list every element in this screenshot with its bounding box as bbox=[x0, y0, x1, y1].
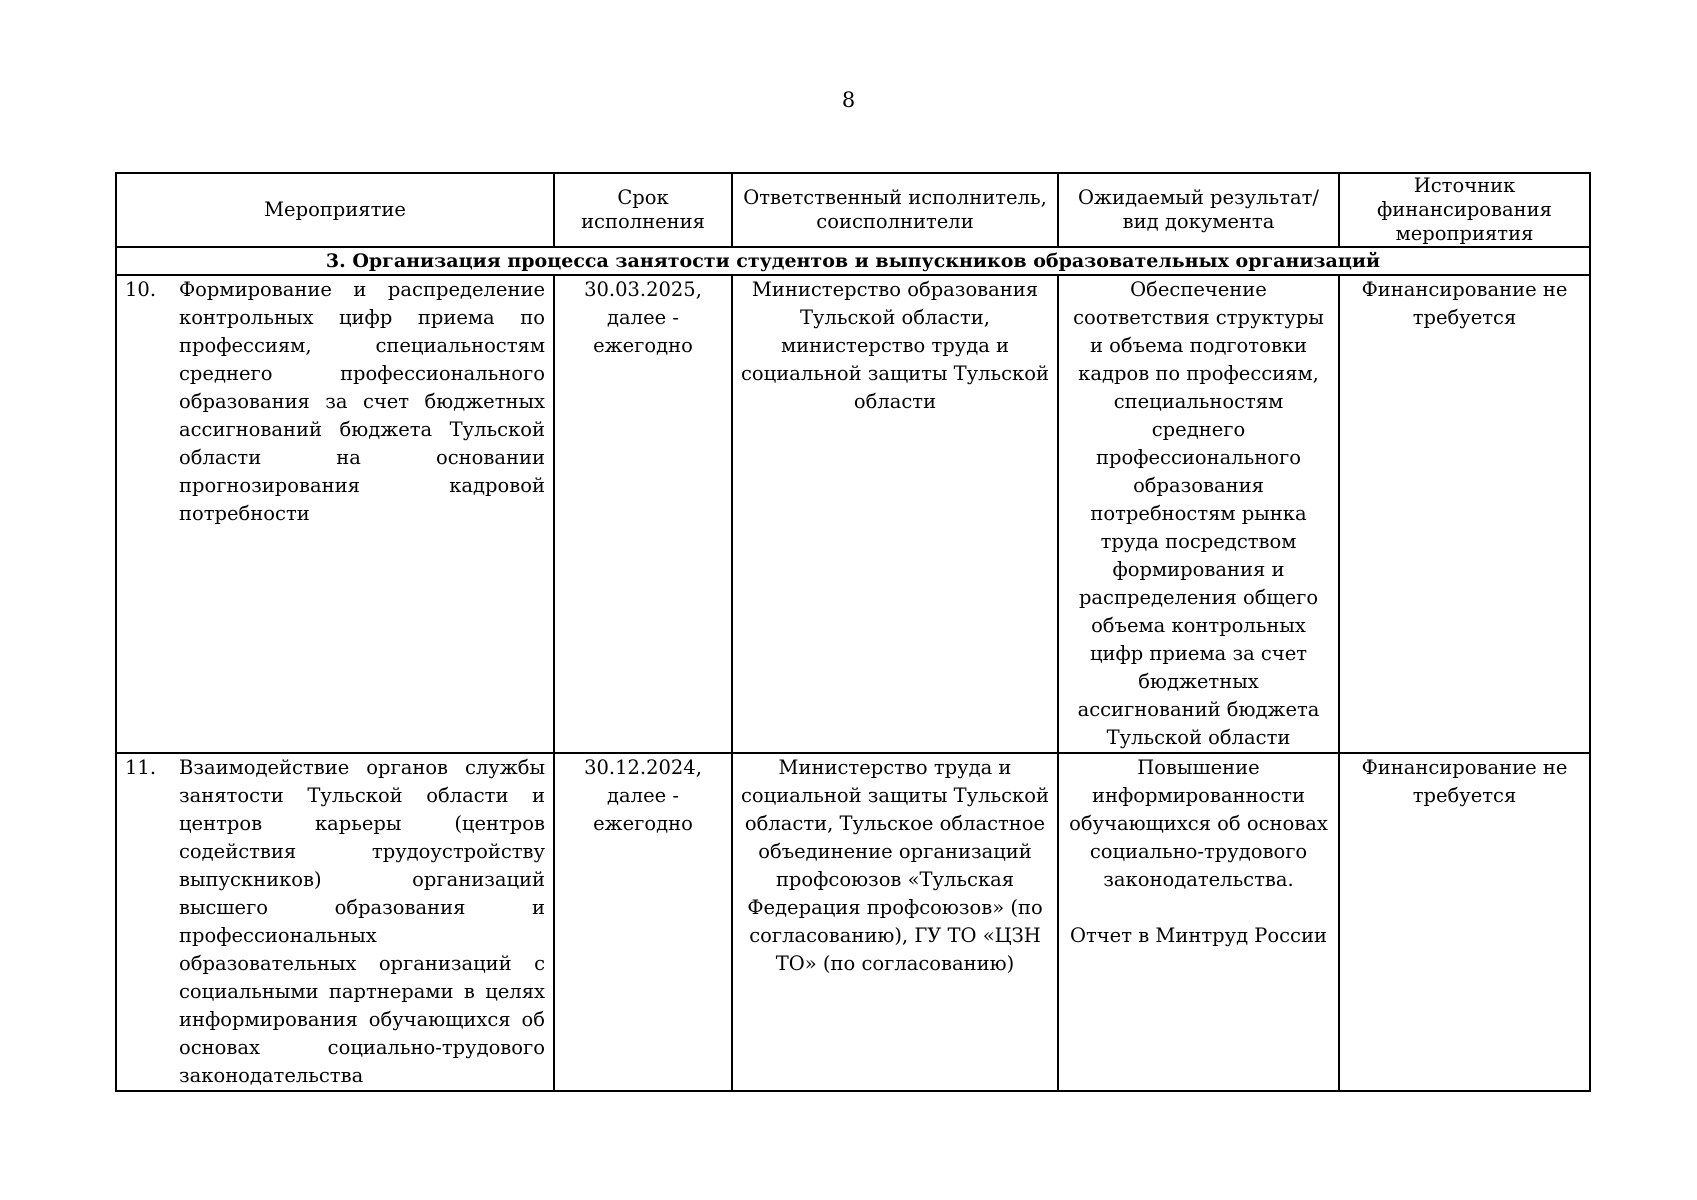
event-number: 10. bbox=[125, 278, 157, 301]
event-cell bbox=[116, 753, 554, 1091]
responsible-cell: Министерство образования Тульской области, министерство труда и социальной защиты Тульской области bbox=[732, 275, 1058, 753]
responsible-cell: Министерство труда и социальной защиты Тульской области, Тульское областное объединение организаций профсоюзов «Тульская Федерация профсоюзов» (по согласованию), ГУ ТО «ЦЗН ТО» (по согласованию) bbox=[732, 753, 1058, 1091]
event-cell bbox=[116, 275, 554, 753]
header-event: Мероприятие bbox=[116, 173, 554, 247]
funding-cell: Финансирование не требуется bbox=[1339, 753, 1590, 1091]
event-text: Взаимодействие органов службы занятости Тульской области и центров карьеры (центров содействия трудоустройству выпускников) организаций высшего образования и профессиональных образовательных организаций с социальными партнерами в целях информирования обучающихся об основах социально-трудового законодательства bbox=[179, 756, 545, 1087]
header-result: Ожидаемый результат/ вид документа bbox=[1058, 173, 1339, 247]
action-plan-table bbox=[115, 172, 1591, 1092]
table-row bbox=[116, 753, 1590, 1091]
deadline-cell: 30.03.2025, далее - ежегодно bbox=[554, 275, 732, 753]
spacer bbox=[1067, 894, 1330, 922]
result-cell bbox=[1058, 275, 1339, 753]
event-text: Формирование и распределение контрольных цифр приема по профессиям, специальностям среднего профессионального образования за счет бюджетных ассигнований бюджета Тульской области на основании прогнозирования кадровой потребности bbox=[179, 278, 545, 525]
result-text: Повышение информированности обучающихся об основах социально-трудового законодательства. bbox=[1069, 756, 1328, 891]
result-document: Отчет в Минтруд России bbox=[1070, 924, 1327, 947]
table-header-row bbox=[116, 173, 1590, 247]
header-deadline: Срок исполнения bbox=[554, 173, 732, 247]
deadline-cell: 30.12.2024, далее - ежегодно bbox=[554, 753, 732, 1091]
section-row bbox=[116, 247, 1590, 275]
page-number: 8 bbox=[841, 88, 856, 112]
result-cell bbox=[1058, 753, 1339, 1091]
table-row bbox=[116, 275, 1590, 753]
header-responsible: Ответственный исполнитель, соисполнители bbox=[732, 173, 1058, 247]
result-text: Обеспечение соответствия структуры и объема подготовки кадров по профессиям, специальностям среднего профессионального образования потребностям рынка труда посредством формирования и распределения общего объема контрольных цифр приема за счет бюджетных ассигнований бюджета Тульской области bbox=[1073, 278, 1324, 749]
funding-cell: Финансирование не требуется bbox=[1339, 275, 1590, 753]
header-funding: Источник финансирования мероприятия bbox=[1339, 173, 1590, 247]
section-title: 3. Организация процесса занятости студентов и выпускников образовательных организаций bbox=[116, 247, 1590, 275]
event-number: 11. bbox=[125, 756, 157, 779]
